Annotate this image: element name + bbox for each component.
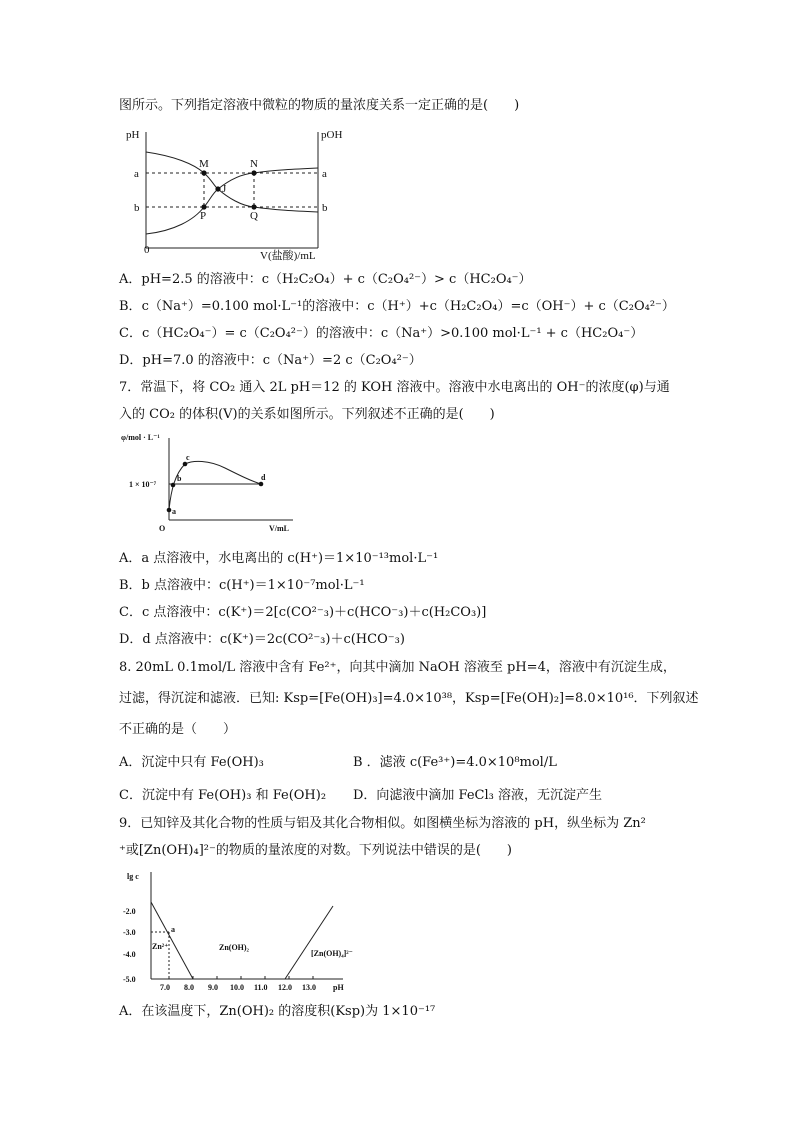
point-d [259,482,264,487]
q9-stem-line2: ⁺或[Zn(OH)₄]²⁻的物质的量浓度的对数。下列说法中错误的是( ) [119,843,512,858]
q7-option-d: D．d 点溶液中：c(K⁺)＝2c(CO²⁻₃)＋c(HCO⁻₃) [119,632,405,647]
q9-stem-line1: 9．已知锌及其化合物的性质与铝及其化合物相似。如图横坐标为溶液的 pH，纵坐标为 Zn² [119,816,646,831]
q8-stem-line1: 8. 20mL 0.1mol/L 溶液中含有 Fe²⁺，向其中滴加 NaOH 溶液至 pH=4，溶液中有沉淀生成， [119,660,676,675]
point-p [201,204,206,209]
y-axis-label: φ/mol · L⁻¹ [121,433,160,442]
right-level-b: b [322,202,328,214]
point-c [183,462,188,467]
q6-option-b: B．c（Na⁺）=0.100 mol·L⁻¹的溶液中：c（H⁺）+c（H₂C₂O₄）=c（OH⁻）+ c（C₂O₄²⁻） [119,299,675,314]
left-level-a: a [134,168,139,180]
q7-option-a: A．a 点溶液中，水电离出的 c(H⁺)＝1×10⁻¹³mol·L⁻¹ [119,551,439,566]
poh-curve [146,168,318,234]
co2-koh-figure [119,430,299,540]
label-q: Q [250,210,258,222]
phi-curve [169,461,261,510]
x-tick-12: 12.0 [278,983,292,992]
label-j: J [222,183,227,195]
right-level-a: a [322,168,327,180]
q8-option-d: D．向滤液中滴加 FeCl₃ 溶液，无沉淀产生 [353,788,603,803]
region-zincate: [Zn(OH)₄]²⁻ [311,949,353,958]
y-tick-minus5: -5.0 [123,975,136,984]
ph-poh-titration-figure [124,124,354,262]
y-tick-minus3: -3.0 [123,928,136,937]
x-tick-11: 11.0 [254,983,268,992]
label-b: b [177,474,182,483]
origin-label: O [159,524,166,533]
q8-option-b: B ．滤液 c(Fe³⁺)=4.0×10⁸mol/L [353,755,557,770]
region-zn2: Zn²⁺ [152,942,169,951]
label-p: P [200,210,207,222]
point-a [167,508,172,513]
x-tick-8: 8.0 [184,983,194,992]
left-level-b: b [134,202,140,214]
x-axis-label: pH [333,983,344,992]
left-axis-label: pH [126,129,140,141]
x-axis-label: V(盐酸)/mL [260,250,316,262]
q9-option-a: A．在该温度下，Zn(OH)₂ 的溶度积(Ksp)为 1×10⁻¹⁷ [119,1004,436,1019]
q7-stem-line1: 7．常温下，将 CO₂ 通入 2L pH＝12 的 KOH 溶液中。溶液中水电离出的 OH⁻的浓度(φ)与通 [119,380,670,395]
label-d: d [261,473,266,482]
zn2-boundary-line [151,902,193,979]
zinc-solubility-figure [119,866,369,996]
q6-option-a: A．pH=2.5 的溶液中：c（H₂C₂O₄）+ c（C₂O₄²⁻）> c（HC₂O₄⁻） [119,272,532,287]
q7-stem-line2: 入的 CO₂ 的体积(V)的关系如图所示。下列叙述不正确的是( ) [119,407,495,422]
ph-curve [146,152,318,212]
q6-option-c: C．c（HC₂O₄⁻）= c（C₂O₄²⁻）的溶液中：c（Na⁺）>0.100 mol·L⁻¹ + c（HC₂O₄⁻） [119,326,644,341]
question-intro: 图所示。下列指定溶液中微粒的物质的量浓度关系一定正确的是( ) [119,98,520,113]
q8-option-c: C．沉淀中有 Fe(OH)₃ 和 Fe(OH)₂ [119,788,327,803]
label-n: N [250,158,258,170]
x-tick-9: 9.0 [208,983,218,992]
label-a: a [171,925,175,934]
point-b [171,483,176,488]
q7-option-b: B．b 点溶液中：c(H⁺)＝1×10⁻⁷mol·L⁻¹ [119,578,365,593]
x-axis-label: V/mL [269,524,289,533]
y-tick-label: 1 × 10⁻⁷ [129,480,157,489]
point-j [215,186,220,191]
y-tick-minus4: -4.0 [123,950,136,959]
label-c: c [186,453,190,462]
q6-option-d: D．pH=7.0 的溶液中：c（Na⁺）=2 c（C₂O₄²⁻） [119,353,422,368]
y-tick-minus2: -2.0 [123,907,136,916]
y-axis-label: lg c [127,872,139,881]
region-zn-oh2: Zn(OH)₂ [219,943,249,952]
q7-option-c: C．c 点溶液中：c(K⁺)＝2[c(CO²⁻₃)＋c(HCO⁻₃)＋c(H₂CO₃)] [119,605,487,620]
q8-stem-line3: 不正确的是（ ） [119,722,237,737]
q8-stem-line2: 过滤，得沉淀和滤液．已知: Ksp=[Fe(OH)₃]=4.0×10³⁸，Ksp=[Fe(OH)₂]=8.0×10¹⁶．下列叙述 [119,691,699,706]
label-m: M [199,158,209,170]
point-m [201,170,206,175]
right-axis-label: pOH [321,129,343,141]
x-tick-13: 13.0 [302,983,316,992]
x-tick-7: 7.0 [160,983,170,992]
point-q [251,204,256,209]
x-tick-10: 10.0 [230,983,244,992]
origin-label: 0 [144,244,150,256]
q8-option-a: A．沉淀中只有 Fe(OH)₃ [119,755,264,770]
zincate-boundary-line [285,906,333,979]
label-a: a [172,507,176,516]
point-n [251,170,256,175]
